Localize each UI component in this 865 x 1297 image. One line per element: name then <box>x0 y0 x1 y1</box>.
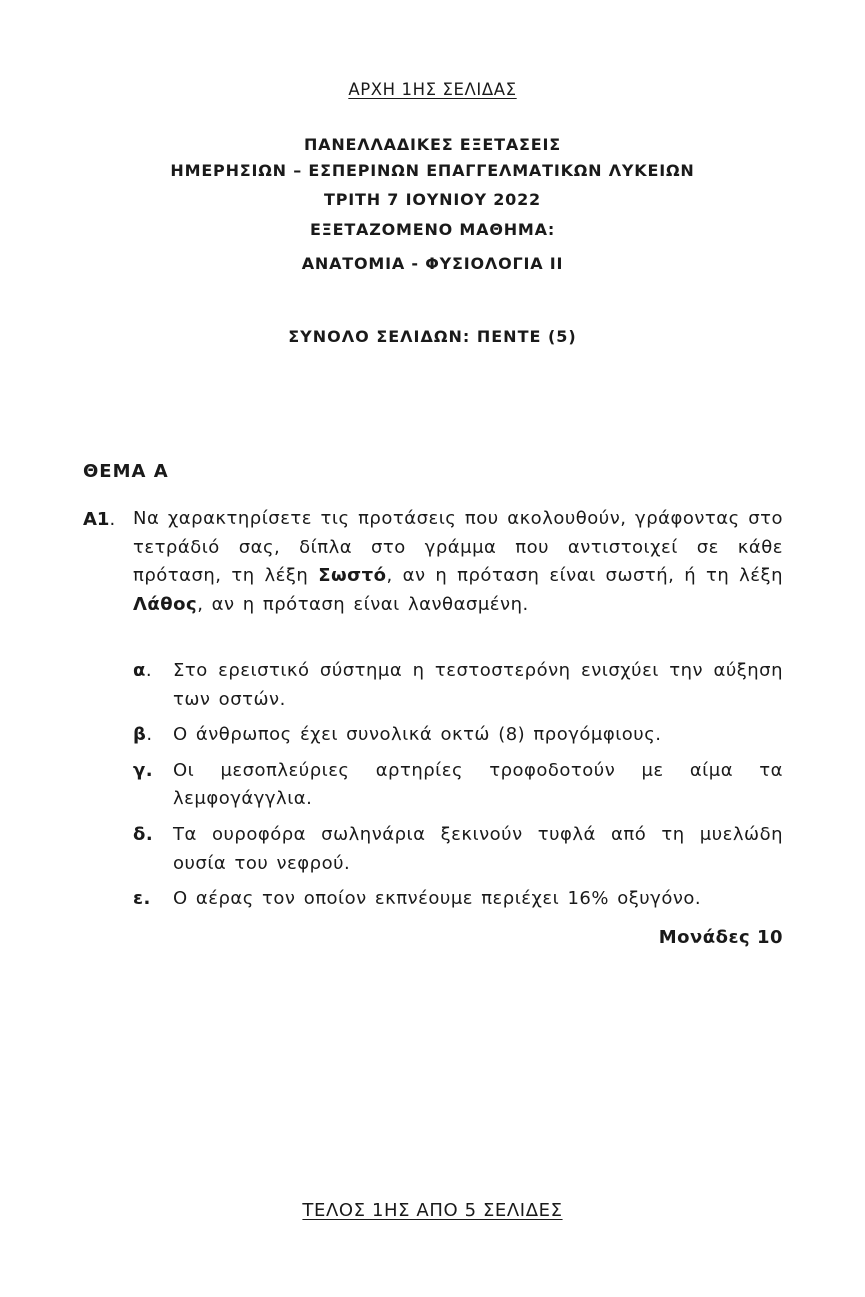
exam-schools: ΗΜΕΡΗΣΙΩΝ – ΕΣΠΕΡΙΝΩΝ ΕΠΑΓΓΕΛΜΑΤΙΚΩΝ ΛΥΚΕΙΩΝ <box>170 161 695 180</box>
item-letter: γ. <box>133 759 154 781</box>
item-label <box>133 657 173 714</box>
item-text: Οι μεσοπλεύριες αρτηρίες τροφοδοτούν με αίμα τα λεμφογάγγλια. <box>173 759 783 810</box>
item-label <box>133 721 173 750</box>
exam-date: ΤΡΙΤΗ 7 ΙΟΥΝΙΟΥ 2022 <box>324 190 541 209</box>
exam-title: ΠΑΝΕΛΛΑΔΙΚΕΣ ΕΞΕΤΑΣΕΙΣ <box>303 135 561 154</box>
question-number-suffix: . <box>109 509 116 530</box>
item-letter-suffix: . <box>146 724 153 746</box>
item-label <box>133 821 173 878</box>
wrong-word: Λάθος <box>133 593 198 615</box>
exam-subject: ΑΝΑΤΟΜΙΑ - ΦΥΣΙΟΛΟΓΙΑ ΙΙ <box>301 254 564 273</box>
question-number-text: Α1 <box>83 509 110 530</box>
item-text: Ο άνθρωπος έχει συνολικά οκτώ (8) προγόμφιους. <box>173 724 662 746</box>
page-footer-text: ΤΕΛΟΣ 1ΗΣ ΑΠΟ 5 ΣΕΛΙΔΕΣ <box>302 1200 563 1221</box>
question-intro-part3: , αν η πρόταση είναι λανθασμένη. <box>197 593 529 615</box>
statement-list <box>133 657 783 914</box>
item-label <box>133 757 173 814</box>
list-item <box>133 885 783 914</box>
correct-word: Σωστό <box>318 565 387 587</box>
exam-heading <box>0 132 865 277</box>
list-item <box>133 721 783 750</box>
theme-title: ΘΕΜΑ Α <box>83 461 169 482</box>
item-text: Τα ουροφόρα σωληνάρια ξεκινούν τυφλά από τη μυελώδη ουσία του νεφρού. <box>173 823 783 874</box>
item-letter: β <box>133 724 147 746</box>
item-letter-suffix: . <box>145 660 153 681</box>
item-text: Στο ερειστικό σύστημα η τεστοστερόνη ενισχύει την αύξηση των οστών. <box>173 660 783 710</box>
question-intro <box>133 505 783 619</box>
question-intro-part1: Να χαρακτηρίσετε τις προτάσεις που ακολουθούν, γράφοντας στο τετράδιό σας, δίπλα στο γράμμα που αντιστοιχεί σε κάθε πρόταση, τη λέξη <box>133 508 783 587</box>
item-letter: δ. <box>133 823 154 845</box>
points-label: Μονάδες 10 <box>658 927 783 948</box>
question-number <box>83 509 115 530</box>
question-intro-part2: , αν η πρόταση είναι σωστή, ή τη λέξη <box>386 565 783 587</box>
list-item <box>133 657 783 714</box>
item-label <box>133 885 173 914</box>
item-letter: α <box>133 660 146 681</box>
list-item <box>133 757 783 814</box>
page-header-text: ΑΡΧΗ 1ΗΣ ΣΕΛΙΔΑΣ <box>348 80 517 99</box>
page-header <box>0 80 865 99</box>
item-text: Ο αέρας τον οποίον εκπνέουμε περιέχει 16% οξυγόνο. <box>173 888 702 910</box>
item-letter: ε. <box>133 888 151 910</box>
page-footer <box>0 1200 865 1221</box>
list-item <box>133 821 783 878</box>
pages-total: ΣΥΝΟΛΟ ΣΕΛΙΔΩΝ: ΠΕΝΤΕ (5) <box>288 327 577 346</box>
exam-subject-label: ΕΞΕΤΑΖΟΜΕΝΟ ΜΑΘΗΜΑ: <box>309 220 556 239</box>
